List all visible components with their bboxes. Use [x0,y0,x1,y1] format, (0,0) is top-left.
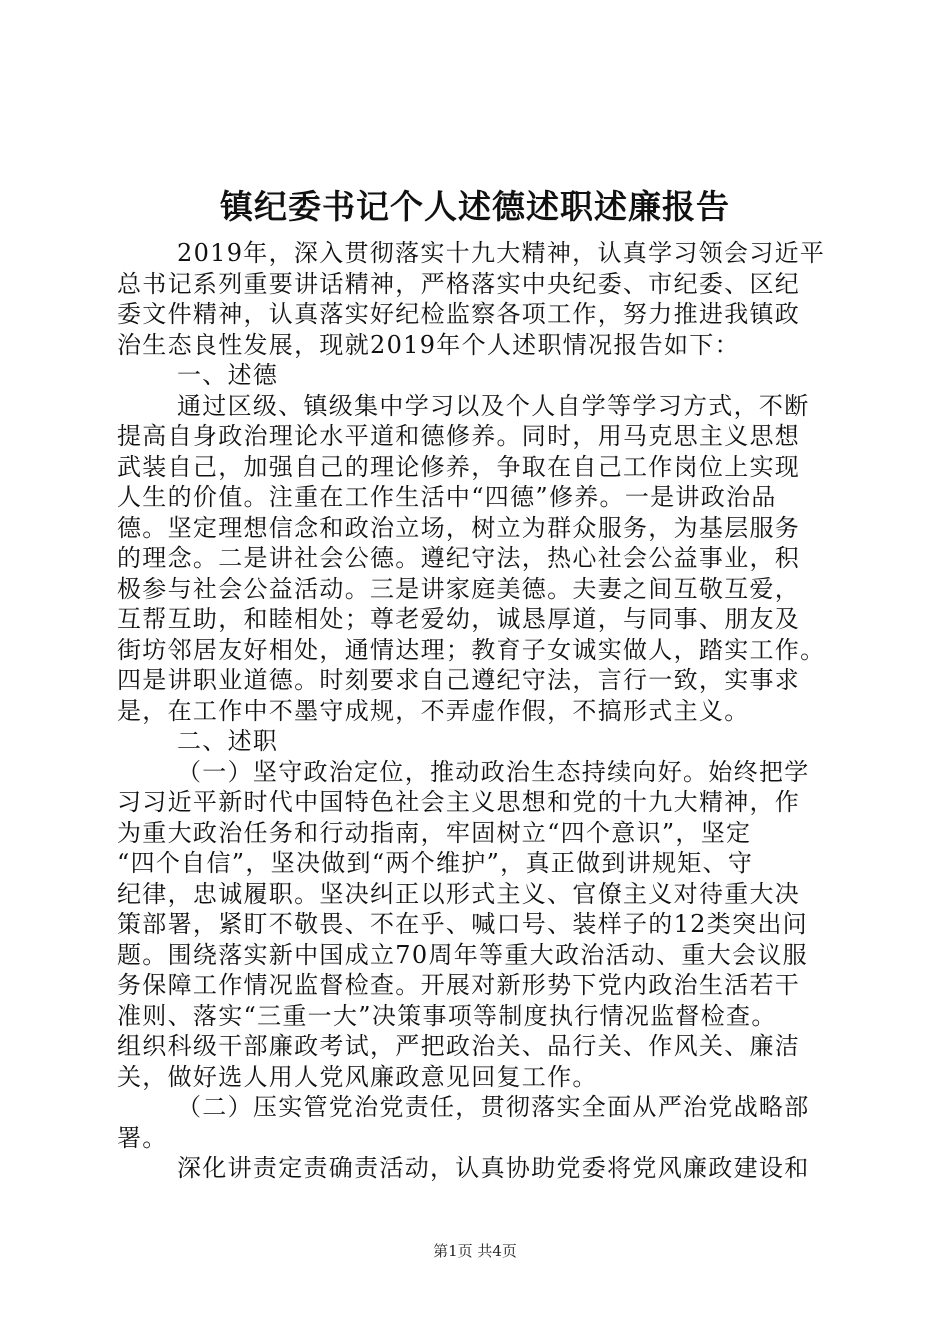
document-body [117,238,852,1184]
text-line: 务保障工作情况监督检查。开展对新形势下党内政治生活若干 [117,971,801,999]
text-line: 治生态良性发展，现就2019年个人述职情况报告如下： [117,330,740,359]
text-line: 关，做好选人用人党风廉政意见回复工作。 [117,1062,598,1091]
text-line: 街坊邻居友好相处，通情达理；教育子女诚实做人，踏实工作。 [117,635,826,664]
text-line: 人生的价值。注重在工作生活中“四德”修养。一是讲政治品 [117,483,777,511]
text-line: 深化讲责定责确责活动，认真协助党委将党风廉政建设和 [177,1154,810,1182]
text-line: 是，在工作中不墨守成规，不弄虚作假，不搞形式主义。 [117,696,750,725]
text-line: 提高自身政治理论水平道和德修养。同时，用马克思主义思想 [117,422,801,450]
text-line: 德。坚定理想信念和政治立场，树立为群众服务，为基层服务 [117,513,801,542]
text-line: 极参与社会公益活动。三是讲家庭美德。夫妻之间互敬互爱， [117,574,801,603]
text-line: （一）坚守政治定位，推动政治生态持续向好。始终把学 [177,757,810,786]
text-line: 总书记系列重要讲话精神，严格落实中央纪委、市纪委、区纪 [117,269,801,298]
text-line: 委文件精神，认真落实好纪检监察各项工作，努力推进我镇政 [117,300,801,328]
text-line: 策部署，紧盯不敬畏、不在乎、喊口号、装样子的12类突出问 [117,910,808,938]
text-line: 2019年，深入贯彻落实十九大精神，认真学习领会习近平 [177,239,826,267]
text-line: 组织科级干部廉政考试，严把政治关、品行关、作风关、廉洁 [117,1032,801,1060]
text-line: 为重大政治任务和行动指南，牢固树立“四个意识”，坚定 [117,818,752,847]
text-line: 四是讲职业道德。时刻要求自己遵纪守法，言行一致，实事求 [117,666,801,694]
text-line: （二）压实管党治党责任，贯彻落实全面从严治党战略部 [177,1093,810,1121]
text-line: 武装自己，加强自己的理论修养，争取在自己工作岗位上实现 [117,452,801,481]
text-line: 准则、落实“三重一大”决策事项等制度执行情况监督检查。 [117,1001,777,1030]
text-line: 的理念。二是讲社会公德。遵纪守法，热心社会公益事业，积 [117,544,801,572]
text-line: 题。围绕落实新中国成立70周年等重大政治活动、重大会议服 [117,940,808,969]
text-line: 署。 [117,1123,168,1152]
section-heading: 二、述职 [177,727,279,755]
text-line: 纪律，忠诚履职。坚决纠正以形式主义、官僚主义对待重大决 [117,879,801,908]
text-line: “四个自信”，坚决做到“两个维护”，真正做到讲规矩、守 [117,849,754,877]
page-number: 第1页 共4页 [433,1242,517,1260]
section-heading: 一、述德 [177,361,279,389]
text-line: 习习近平新时代中国特色社会主义思想和党的十九大精神，作 [117,788,801,816]
text-line: 通过区级、镇级集中学习以及个人自学等学习方式，不断 [177,391,810,420]
document-title: 镇纪委书记个人述德述职述廉报告 [220,187,730,226]
text-line: 互帮互助，和睦相处；尊老爱幼，诚恳厚道，与同事、朋友及 [117,605,801,633]
